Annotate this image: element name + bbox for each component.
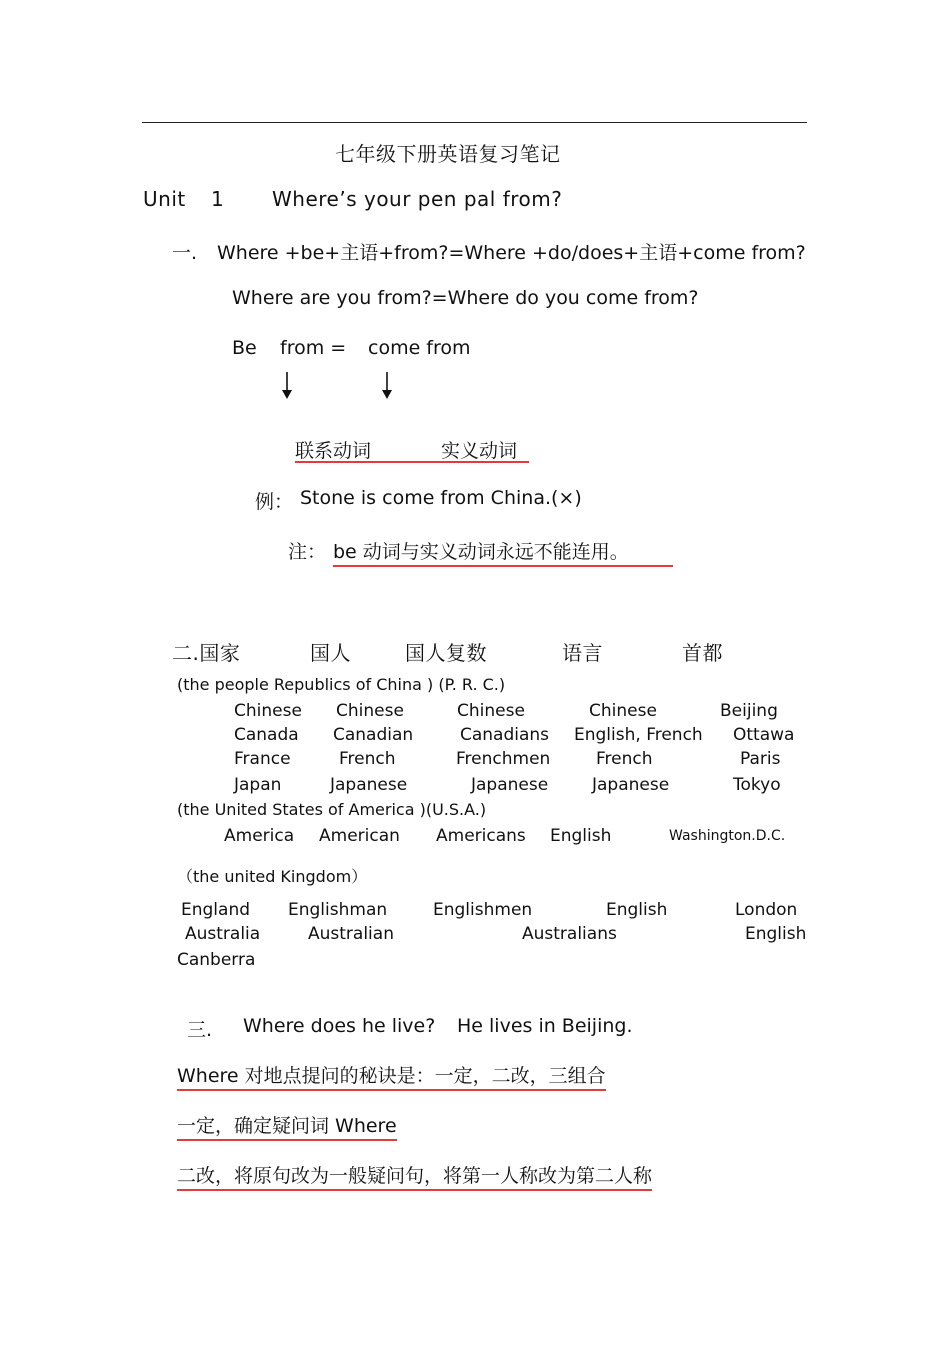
sec3-step2: 二改，将原句改为一般疑问句，将第一人称改为第二人称 [177,1161,652,1191]
unit-number: 1 [211,187,225,211]
table-heading-person: 国人 [310,641,351,665]
sec3-step1: 一定，确定疑问词 Where [177,1111,397,1141]
table-cell: French [339,749,396,769]
table-cell: America [224,826,295,846]
example-label: 例： [255,491,294,513]
sec3-number: 三. [187,1019,213,1041]
table-cell: Paris [740,749,781,769]
table-cell: English [606,900,668,920]
usa-note: (the United States of America )(U.S.A.) [177,800,487,819]
table-heading-country: 二.国家 [172,641,241,665]
sec3-question: Where does he live? [243,1015,436,1037]
table-cell: Australians [522,924,617,944]
table-cell: Japan [234,775,282,795]
table-cell: Washington.D.C. [669,828,786,844]
table-cell: Chinese [234,701,302,721]
sec3-tip: Where 对地点提问的秘诀是：一定，二改，三组合 [177,1061,606,1091]
table-heading-plural: 国人复数 [405,641,487,665]
link-verb-label: 联系动词 [295,440,372,462]
table-heading-language: 语言 [562,641,603,665]
come-from-label: come from [368,337,471,359]
table-cell: Frenchmen [456,749,551,769]
from-eq-label: from = [280,337,347,359]
doc-title: 七年级下册英语复习笔记 [335,142,561,166]
sec3-answer: He lives in Beijing. [457,1015,633,1037]
unit-title: Where’s your pen pal from? [272,187,563,211]
table-cell: Canadians [460,725,550,745]
be-label: Be [232,337,257,359]
prc-note: (the people Republics of China ) (P. R. C.) [177,675,506,694]
table-cell: American [319,826,400,846]
table-cell: Englishman [288,900,388,920]
sec1-example: Where are you from?=Where do you come from? [232,287,699,309]
table-cell: Australian [308,924,394,944]
table-cell: France [234,749,291,769]
table-cell: London [735,900,798,920]
sec1-number: 一. [172,242,198,264]
table-cell: French [596,749,653,769]
table-cell: Ottawa [733,725,795,745]
table-cell: Canberra [177,950,256,970]
table-cell: Americans [436,826,526,846]
table-cell: Chinese [457,701,525,721]
table-cell: Canada [234,725,299,745]
down-arrow-icon [380,370,394,400]
table-cell: Tokyo [733,775,781,795]
table-cell: Chinese [589,701,657,721]
table-cell: English [745,924,807,944]
uk-note: （the united Kingdom） [177,867,368,886]
table-heading-capital: 首都 [682,641,723,665]
real-verb-label: 实义动词 [441,440,518,462]
down-arrow-icon [280,370,294,400]
table-cell: Japanese [330,775,408,795]
header-rule [142,122,807,123]
note-text: be 动词与实义动词永远不能连用。 [333,537,673,567]
table-cell: English [550,826,612,846]
table-cell: Japanese [592,775,670,795]
note-label: 注： [288,541,327,563]
table-cell: Australia [185,924,261,944]
table-cell: Japanese [471,775,549,795]
table-cell: Canadian [333,725,414,745]
table-cell: English, French [574,725,703,745]
table-cell: England [181,900,251,920]
table-cell: Chinese [336,701,404,721]
table-cell: Beijing [720,701,778,721]
example-sentence: Stone is come from China.(×) [300,487,582,509]
table-cell: Englishmen [433,900,533,920]
unit-label: Unit [143,187,186,211]
sec1-formula: Where +be+主语+from?=Where +do/does+主语+come from? [217,242,806,264]
